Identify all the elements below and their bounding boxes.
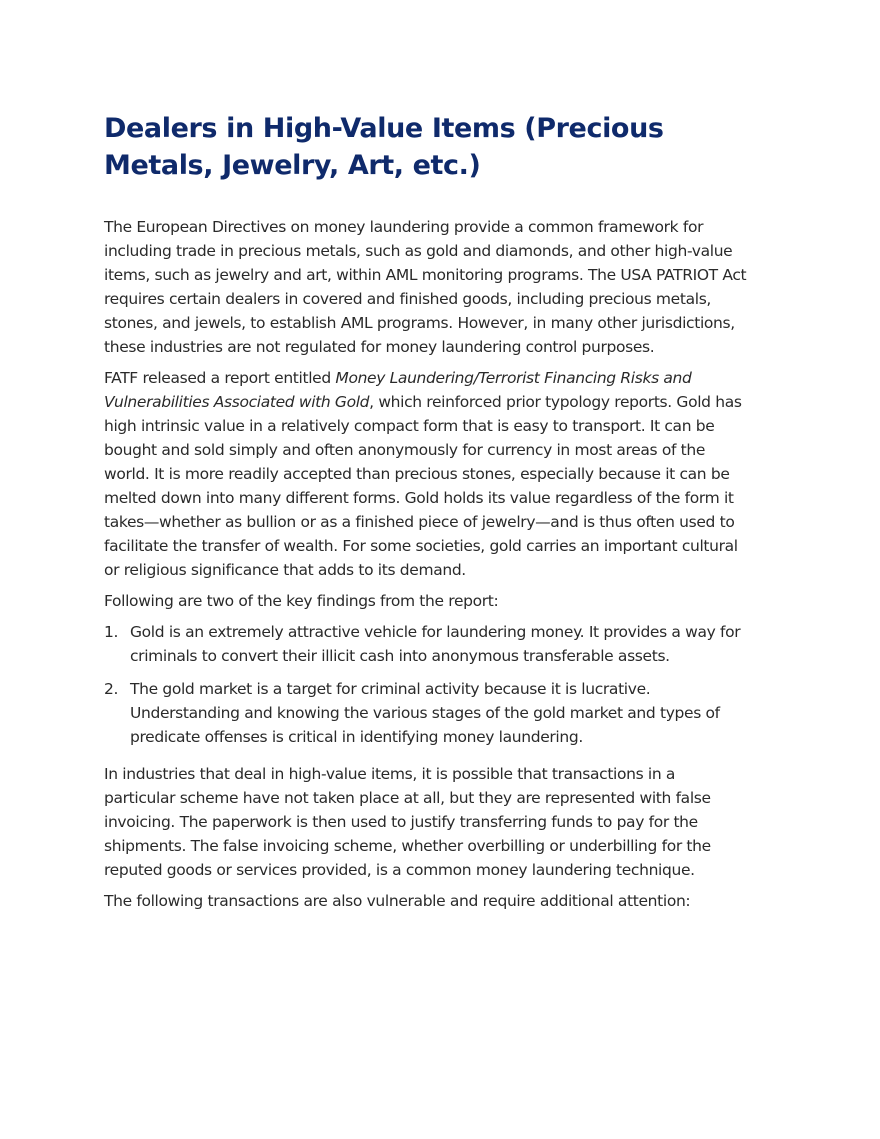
fatf-paragraph-body: , which reinforced prior typology reports. Gold has high intrinsic value in a relatively compact form that is easy to transport. It can be bought and sold simply and often anonymously for currency in most areas of the world. It is more readily accepted than precious stones, especially because it can be melted down into many different forms. Gold holds its value regardless of the form it takes—whether as bullion or as a finished piece of jewelry—and is thus often used to facilitate the transfer of wealth. For some societies, gold carries an important cultural or religious significance that adds to its demand. [104, 393, 742, 579]
vulnerable-transactions-intro: The following transactions are also vulnerable and require additional attention: [104, 892, 691, 910]
list-item-text: Gold is an extremely attractive vehicle for laundering money. It provides a way for criminals to convert their illicit cash into anonymous transferable assets. [130, 623, 741, 665]
fatf-report-paragraph [104, 366, 750, 582]
intro-paragraph: The European Directives on money laundering provide a common framework for including trade in precious metals, such as gold and diamonds, and other high-value items, such as jewelry and art, within AML monitoring programs. The USA PATRIOT Act requires certain dealers in covered and finished goods, including precious metals, stones, and jewels, to establish AML programs. However, in many other jurisdictions, these industries are not regulated for money laundering control purposes. [104, 218, 747, 356]
fatf-paragraph-lead: FATF released a report entitled [104, 369, 336, 387]
document-body [104, 215, 750, 913]
false-invoicing-paragraph: In industries that deal in high-value items, it is possible that transactions in a particular scheme have not taken place at all, but they are represented with false invoicing. The paperwork is then used to justify transferring funds to pay for the shipments. The false invoicing scheme, whether overbilling or underbilling for the reputed goods or services provided, is a common money laundering technique. [104, 765, 711, 879]
list-item [104, 677, 750, 749]
document-page [104, 110, 750, 920]
section-heading-line-2: Metals, Jewelry, Art, etc.) [104, 150, 481, 181]
section-heading-line-1: Dealers in High-Value Items (Precious [104, 113, 664, 144]
list-item-text: The gold market is a target for criminal activity because it is lucrative. Understanding and knowing the various stages of the gold market and types of predicate offenses is critical in identifying money laundering. [130, 680, 720, 746]
findings-intro-paragraph: Following are two of the key findings from the report: [104, 592, 499, 610]
key-findings-list [104, 620, 750, 749]
list-item [104, 620, 750, 668]
list-item-number: 2. [104, 680, 119, 698]
list-item-number: 1. [104, 623, 119, 641]
section-heading [104, 110, 750, 184]
report-title: Money Laundering/Terrorist Financing Risks and Vulnerabilities Associated with Gold [104, 369, 692, 411]
